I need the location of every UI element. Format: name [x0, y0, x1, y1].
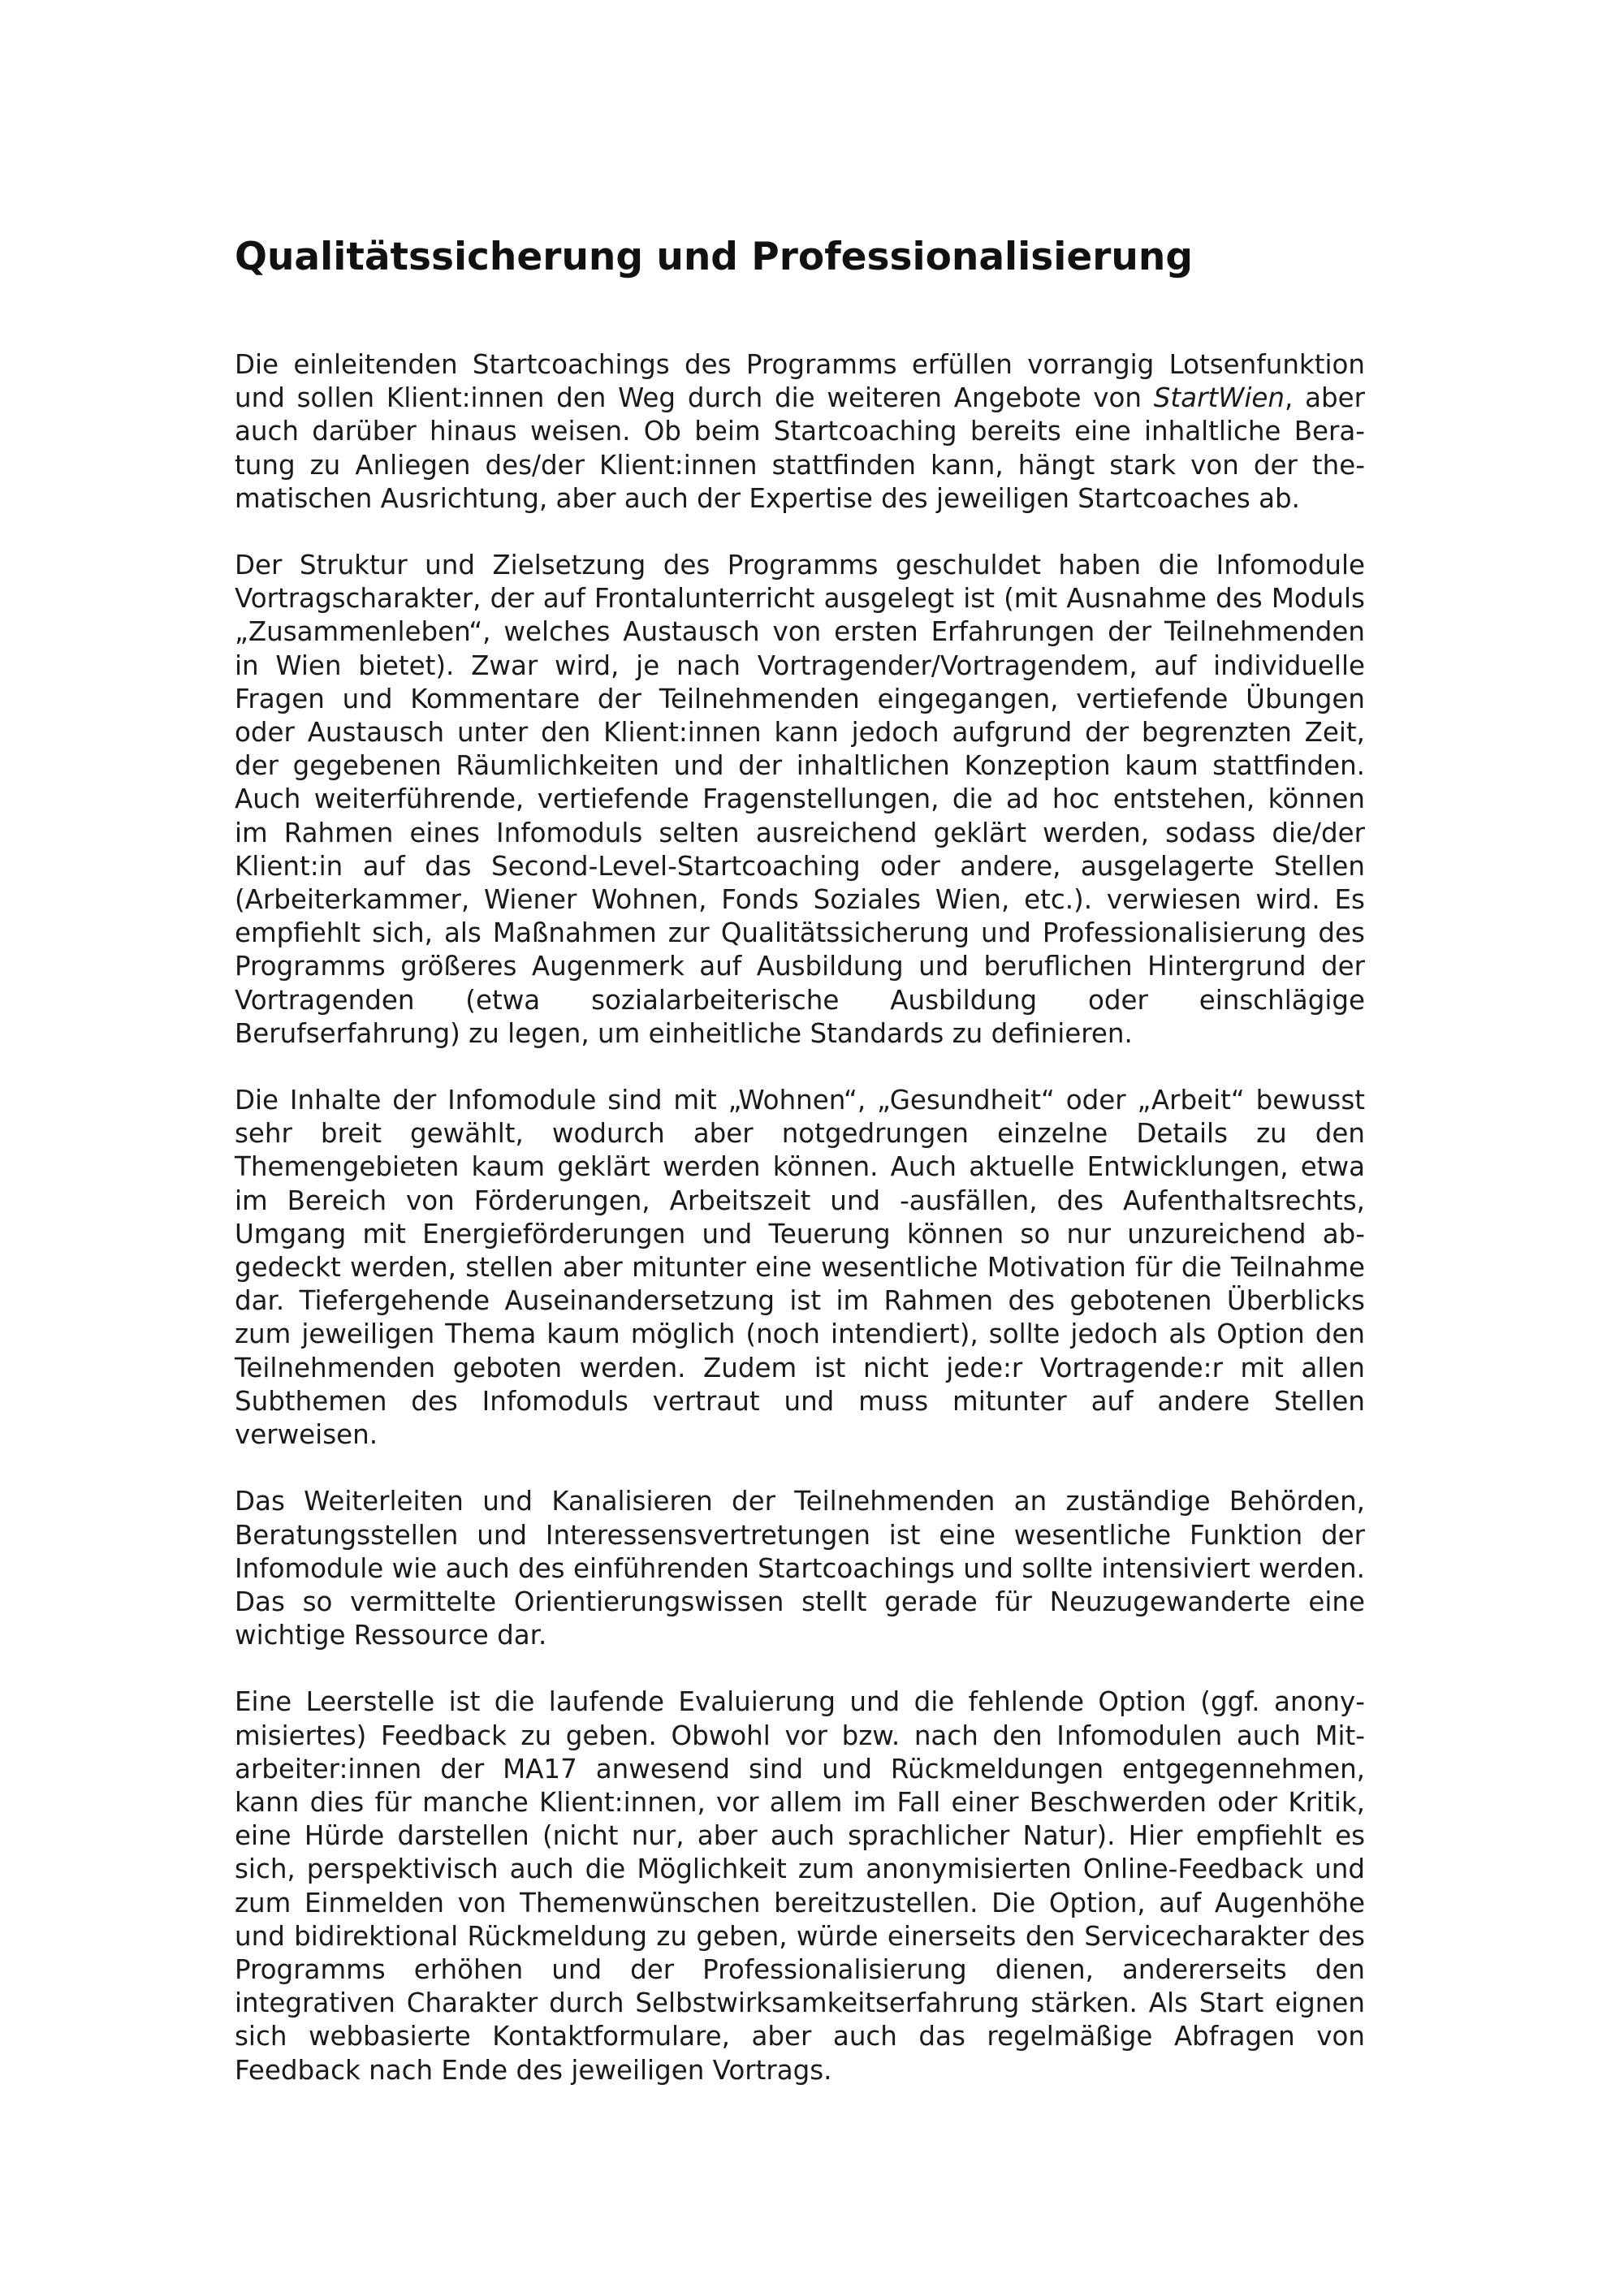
paragraph-feedback: Eine Leerstelle ist die laufende Evaluierung und die fehlende Option (ggf. anonymisiertes) Feedback zu geben. Obwohl vor bzw. nach den Infomodulen auch Mitarbeiter:innen der MA17 anwesend sind und Rückmeldungen entgegennehmen, kann dies für manche Klient:innen, vor allem im Fall einer Beschwerden oder Kritik, eine Hürde darstellen (nicht nur, aber auch sprachlicher Natur). Hier empfiehlt es sich, perspektivisch auch die Möglichkeit zum anonymisierten Online-Feedback und zum Einmelden von Themenwünschen bereitzustellen. Die Option, auf Augenhöhe und bidirektional Rückmeldung zu geben, würde einerseits den Servicecharakter des Programms erhöhen und der Professionalisierung dienen, andererseits den integrativen Charakter durch Selbstwirksamkeitserfahrung stärken. Als Start eignen sich webbasierte Kontaktformulare, aber auch das regelmäßige Abfragen von Feedback nach Ende des jeweiligen Vortrags. [235, 1686, 1365, 2086]
document-page [235, 231, 1365, 2087]
paragraph-referral: Das Weiterleiten und Kanalisieren der Teilnehmenden an zuständige Behörden, Beratungsstellen und Interessensvertretungen ist eine wesentliche Funktion der Infomodule wie auch des einführenden Startcoachings und sollte intensiviert werden. Das so vermittelte Orientierungswissen stellt gerade für Neuzugewanderte eine wichtige Ressource dar. [235, 1486, 1365, 1651]
paragraph-text: Die einleitenden Startcoachings des Programms erfüllen vorrangig Lotsenfunktion und sollen Klient:innen den Weg durch die weiteren Angebote von [235, 349, 1365, 414]
program-name: StartWien [1153, 382, 1285, 414]
paragraph-infomodule-content: Die Inhalte der Infomodule sind mit „Wohnen“, „Gesundheit“ oder „Arbeit“ bewusst sehr breit gewählt, wodurch aber notgedrungen einzelne Details zu den Themengebieten kaum geklärt werden können. Auch aktuelle Entwicklungen, etwa im Bereich von Förderungen, Arbeitszeit und -ausfällen, des Aufenthaltsrechts, Umgang mit Energieförderungen und Teuerung können so nur unzureichend abgedeckt werden, stellen aber mitunter eine wesentliche Motivation für die Teilnahme dar. Tiefergehende Auseinandersetzung ist im Rahmen des gebotenen Überblicks zum jeweiligen Thema kaum möglich (noch intendiert), sollte jedoch als Option den Teilnehmenden geboten werden. Zudem ist nicht jede:r Vortragende:r mit allen Subthemen des Infomoduls vertraut und muss mitunter auf andere Stellen verweisen. [235, 1085, 1365, 1451]
paragraph-text: , aber auch darüber hinaus weisen. Ob beim Startcoaching bereits eine inhaltliche Beratung zu Anliegen des/der Klient:innen stattfinden kann, hängt stark von der thematischen Ausrichtung, aber auch der Expertise des jeweiligen Startcoaches ab. [235, 382, 1365, 514]
paragraph-infomodule-structure: Der Struktur und Zielsetzung des Programms geschuldet haben die Infomodule Vortragscharakter, der auf Frontalunterricht ausgelegt ist (mit Ausnahme des Moduls „Zusammenleben“, welches Austausch von ersten Erfahrungen der Teilnehmenden in Wien bietet). Zwar wird, je nach Vortragender/Vortragendem, auf individuelle Fragen und Kommentare der Teilnehmenden eingegangen, vertiefende Übungen oder Austausch unter den Klient:innen kann jedoch aufgrund der begrenzten Zeit, der gegebenen Räumlichkeiten und der inhaltlichen Konzeption kaum stattfinden. Auch weiterführende, vertiefende Fragenstellungen, die ad hoc entstehen, können im Rahmen eines Infomoduls selten ausreichend geklärt werden, sodass die/der Klient:in auf das Second-Level-Startcoaching oder andere, ausgelagerte Stellen (Arbeiterkammer, Wiener Wohnen, Fonds Soziales Wien, etc.). verwiesen wird. Es empfiehlt sich, als Maßnahmen zur Qualitätssicherung und Professionalisierung des Programms größeres Augenmerk auf Ausbildung und beruflichen Hintergrund der Vortragenden (etwa sozialarbeiterische Ausbildung oder einschlägige Berufserfahrung) zu legen, um einheitliche Standards zu definieren. [235, 550, 1365, 1049]
document-body [235, 348, 1365, 2087]
page-title: Qualitätssicherung und Professionalisierung [235, 235, 1193, 279]
paragraph-startcoaching [235, 348, 1365, 516]
